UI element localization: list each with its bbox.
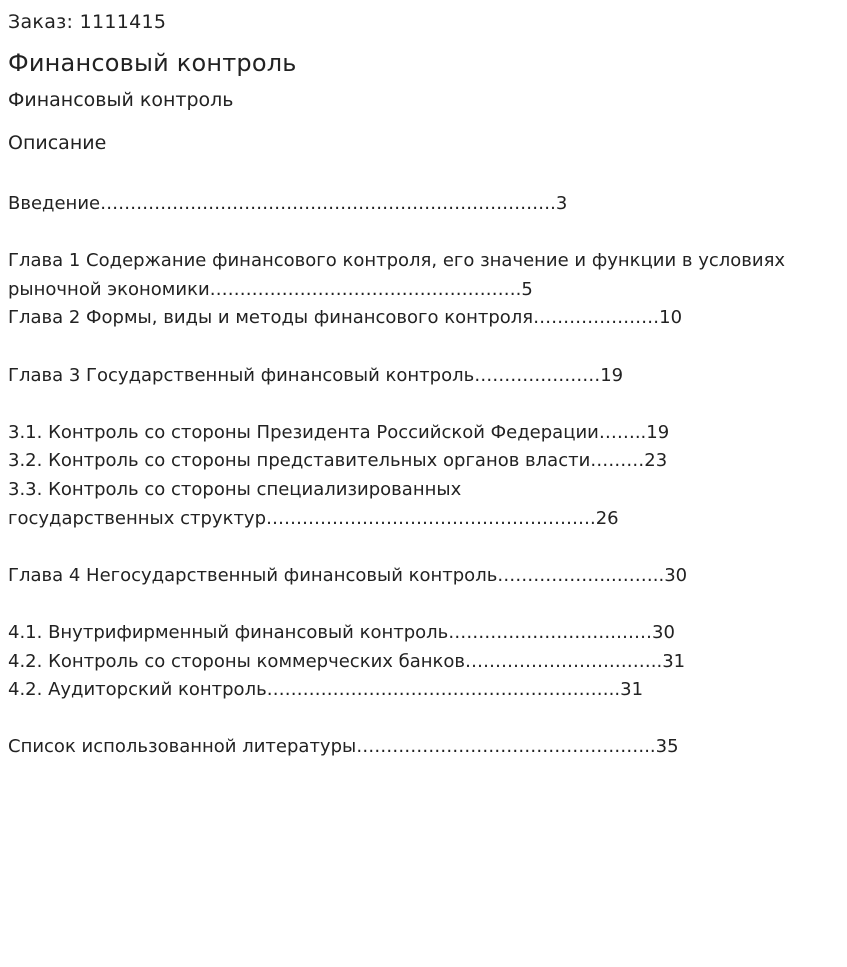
toc-line: 4.2. Контроль со стороны коммерческих банков…………………….……..31 (8, 650, 686, 672)
toc-line: 3.1. Контроль со стороны Президента Российской Федерации……..19 (8, 421, 670, 443)
table-of-contents (8, 190, 840, 762)
toc-line: рыночной экономики…………………………………………….5 (8, 278, 533, 300)
toc-line: Глава 2 Формы, виды и методы финансового контроля…………………10 (8, 307, 683, 329)
toc-line: 3.2. Контроль со стороны представительных органов власти………23 (8, 450, 668, 472)
toc-spacer (8, 705, 840, 734)
toc-line: Глава 4 Негосударственный финансовый контроль………………..……..30 (8, 564, 688, 586)
toc-line: Глава 1 Содержание финансового контроля, его значение и функции в условиях (8, 250, 786, 272)
toc-line: 3.3. Контроль со стороны специализированных (8, 478, 462, 500)
toc-line: Введение………………………………………………………………….3 (8, 193, 568, 214)
toc-spacer (8, 390, 840, 419)
page-title: Финансовый контроль (8, 49, 297, 77)
toc-line: 4.2. Аудиторский контроль…………………………………………………..31 (8, 679, 644, 701)
toc-spacer (8, 333, 840, 362)
toc-line: Список использованной литературы…………………………………………..35 (8, 736, 679, 758)
subtitle: Финансовый контроль (8, 89, 234, 111)
description-heading: Описание (8, 132, 107, 154)
toc-line: Глава 3 Государственный финансовый контроль…………………19 (8, 364, 624, 386)
toc-spacer (8, 533, 840, 562)
toc-spacer (8, 590, 840, 619)
toc-spacer (8, 219, 840, 248)
toc-line: 4.1. Внутрифирменный финансовый контроль……………………….……30 (8, 621, 675, 643)
order-number: Заказ: 1111415 (8, 11, 167, 33)
toc-line: государственных структур……………………………………………….26 (8, 507, 619, 529)
